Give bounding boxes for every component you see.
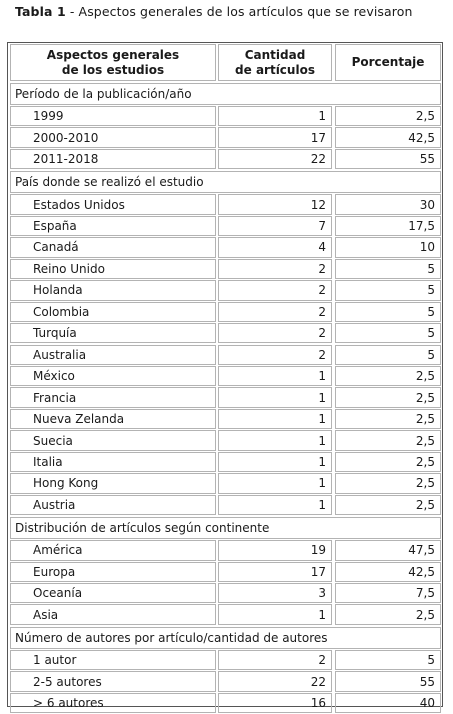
- row-label: 2-5 autores: [10, 671, 216, 691]
- row-label: Asia: [10, 604, 216, 624]
- header-percent: Porcentaje: [335, 44, 441, 81]
- row-percent: 5: [335, 259, 441, 279]
- row-percent: 42,5: [335, 562, 441, 582]
- row-label: Holanda: [10, 280, 216, 300]
- row-label: Suecia: [10, 430, 216, 450]
- row-percent: 55: [335, 671, 441, 691]
- row-percent: 55: [335, 149, 441, 169]
- row-count: 16: [218, 693, 332, 713]
- row-count: 2: [218, 323, 332, 343]
- row-label: 1 autor: [10, 650, 216, 670]
- row-label: 1999: [10, 106, 216, 126]
- row-label: Europa: [10, 562, 216, 582]
- row-count: 12: [218, 194, 332, 214]
- section-title: Período de la publicación/año: [10, 83, 441, 105]
- row-count: 7: [218, 216, 332, 236]
- row-count: 19: [218, 540, 332, 560]
- row-percent: 2,5: [335, 604, 441, 624]
- row-percent: 10: [335, 237, 441, 257]
- row-percent: 42,5: [335, 127, 441, 147]
- row-label: Oceanía: [10, 583, 216, 603]
- table-caption: [15, 4, 413, 19]
- row-count: 2: [218, 259, 332, 279]
- row-percent: 2,5: [335, 366, 441, 386]
- row-label: Turquía: [10, 323, 216, 343]
- row-percent: 5: [335, 650, 441, 670]
- row-count: 1: [218, 430, 332, 450]
- row-label: Estados Unidos: [10, 194, 216, 214]
- row-count: 1: [218, 604, 332, 624]
- row-percent: 2,5: [335, 473, 441, 493]
- row-label: Nueva Zelanda: [10, 409, 216, 429]
- row-count: 1: [218, 452, 332, 472]
- row-label: América: [10, 540, 216, 560]
- header-count: Cantidad de artículos: [218, 44, 332, 81]
- row-percent: 5: [335, 345, 441, 365]
- row-label: Colombia: [10, 302, 216, 322]
- row-count: 2: [218, 345, 332, 365]
- row-label: > 6 autores: [10, 693, 216, 713]
- section-title: País donde se realizó el estudio: [10, 171, 441, 193]
- row-label: Australia: [10, 345, 216, 365]
- row-count: 1: [218, 473, 332, 493]
- row-count: 2: [218, 280, 332, 300]
- row-label: Hong Kong: [10, 473, 216, 493]
- section-title: Distribución de artículos según continente: [10, 517, 441, 539]
- row-percent: 5: [335, 280, 441, 300]
- row-percent: 2,5: [335, 409, 441, 429]
- row-percent: 30: [335, 194, 441, 214]
- row-percent: 2,5: [335, 430, 441, 450]
- row-count: 1: [218, 409, 332, 429]
- row-count: 1: [218, 495, 332, 515]
- row-count: 3: [218, 583, 332, 603]
- row-percent: 5: [335, 323, 441, 343]
- row-count: 2: [218, 302, 332, 322]
- row-count: 22: [218, 149, 332, 169]
- row-count: 2: [218, 650, 332, 670]
- row-label: Francia: [10, 387, 216, 407]
- row-count: 4: [218, 237, 332, 257]
- row-count: 1: [218, 387, 332, 407]
- row-label: México: [10, 366, 216, 386]
- table-title: - Aspectos generales de los artículos que se revisaron: [65, 4, 413, 19]
- row-percent: 40: [335, 693, 441, 713]
- row-label: Canadá: [10, 237, 216, 257]
- row-label: Austria: [10, 495, 216, 515]
- row-percent: 7,5: [335, 583, 441, 603]
- row-percent: 2,5: [335, 387, 441, 407]
- row-percent: 2,5: [335, 495, 441, 515]
- row-percent: 2,5: [335, 452, 441, 472]
- row-count: 17: [218, 127, 332, 147]
- header-aspect: Aspectos generales de los estudios: [10, 44, 216, 81]
- row-label: 2000-2010: [10, 127, 216, 147]
- row-percent: 17,5: [335, 216, 441, 236]
- row-count: 1: [218, 106, 332, 126]
- row-label: España: [10, 216, 216, 236]
- row-count: 1: [218, 366, 332, 386]
- table-number: Tabla 1: [15, 4, 66, 19]
- row-label: Reino Unido: [10, 259, 216, 279]
- row-count: 17: [218, 562, 332, 582]
- section-title: Número de autores por artículo/cantidad de autores: [10, 627, 441, 649]
- row-percent: 47,5: [335, 540, 441, 560]
- row-label: 2011-2018: [10, 149, 216, 169]
- row-percent: 5: [335, 302, 441, 322]
- row-count: 22: [218, 671, 332, 691]
- row-label: Italia: [10, 452, 216, 472]
- row-percent: 2,5: [335, 106, 441, 126]
